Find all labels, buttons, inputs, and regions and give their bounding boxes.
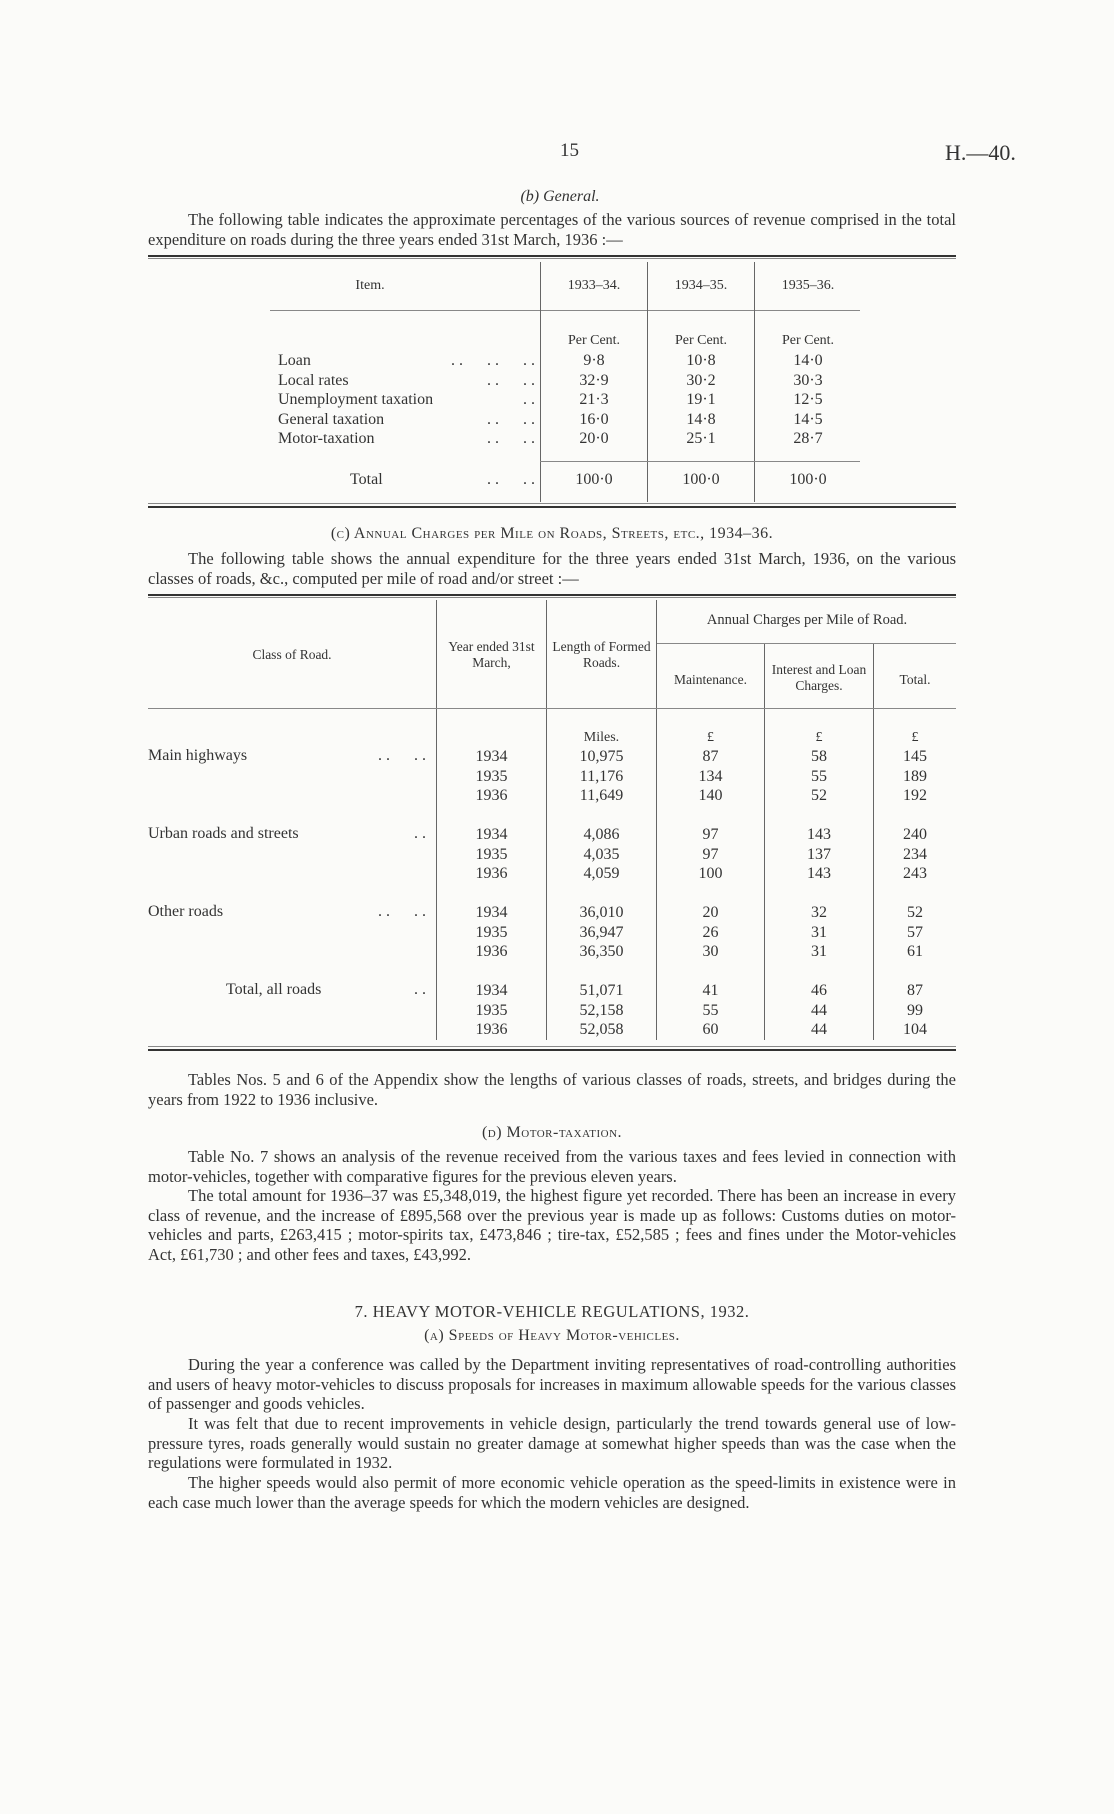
section-b-heading [160,188,960,206]
table-row-group [148,747,956,807]
section-b-heading-text: (b) General. [520,188,600,205]
table-row [270,372,870,392]
total-cells: 240 234 243 [903,826,927,882]
section-d-para-1: Table No. 7 shows an analysis of the revenue received from the various taxes and fees levied in connection with motor-vehicles, together with comparative figures for the previous eleven years. [148,1147,956,1186]
table-row-group [148,825,956,885]
section-7-para-2: It was felt that due to recent improvements in vehicle design, particularly the trend towards general use of low-pressure tyres, roads generally would sustain no greater damage at somewhat higher speeds than was the case when the regulations were formulated in 1932. [148,1414,956,1472]
leader-dots: . . . . [378,903,426,920]
cell-value: 30·3 [793,371,823,389]
section-c-heading: (c) Annual Charges per Mile on Roads, Streets, etc., 1934–36. [330,525,774,542]
col-divider [656,600,657,1040]
table-row [270,391,870,411]
table-header-rule [148,708,956,709]
col-header-year: Year ended 31st March, [448,639,535,670]
leader-dots: . . [414,981,426,998]
section-7-subheading: (a) Speeds of Heavy Motor-vehicles. [424,1327,680,1344]
table-top-rule-2 [148,258,956,259]
row-item: General taxation [278,410,385,428]
section-7-title: 7. HEAVY MOTOR-VEHICLE REGULATIONS, 1932. [354,1302,750,1321]
table-bottom-rule-2 [148,506,956,508]
maintenance-cells: 20 26 30 [702,904,719,960]
table-top-rule [148,255,956,257]
unit-pound: £ [707,730,714,745]
length-cells: 10,975 11,176 11,649 [579,748,624,804]
table-bottom-rule [148,1046,956,1047]
year-cells: 1934 1935 1936 [475,826,508,882]
table-total-group [148,981,956,1041]
total-value: 100·0 [789,471,827,488]
table-top-rule-2 [148,597,956,598]
table-header-rule [270,310,860,311]
table-bottom-rule [148,503,956,504]
length-cells: 51,071 52,158 52,058 [579,982,624,1038]
total-cells: 87 99 104 [903,982,927,1038]
interest-cells: 143 137 143 [807,826,831,882]
cell-value: 21·3 [579,391,609,408]
cell-value: 32·9 [579,371,609,389]
col-header-group: Annual Charges per Mile of Road. [706,612,908,628]
table-row [270,430,870,450]
unit-label: Per Cent. [674,333,728,348]
road-class: Total, all roads [226,981,322,998]
cell-value: 28·7 [793,430,823,447]
table-bottom-rule-2 [148,1049,956,1051]
col-header-length: Length of Formed Roads. [552,639,651,670]
col-header-item: Item. [355,278,385,293]
unit-label: Per Cent. [567,333,621,348]
maintenance-cells: 41 55 60 [702,982,719,1038]
section-b-intro: The following table indicates the approximate percentages of the various sources of revenue comprised in the total expenditure on roads during the three years ended 31st March, 1936 :— [148,210,956,249]
road-class: Urban roads and streets [148,825,299,842]
section-7-para-3: The higher speeds would also permit of more economic vehicle operation as the speed-limits in existence were in each case much lower than the average speeds for which the modern vehicles are designed. [148,1473,956,1512]
interest-cells: 46 44 44 [811,982,827,1038]
interest-cells: 58 55 52 [811,748,827,804]
unit-label: Per Cent. [781,333,835,348]
year-cells: 1934 1935 1936 [475,982,508,1038]
unit-miles: Miles. [583,730,620,745]
total-value: 100·0 [682,471,720,488]
unit-pound: £ [911,730,919,745]
cell-value: 9·8 [583,352,605,369]
year-cells: 1934 1935 1936 [475,748,508,804]
row-item: Unemployment taxation [278,391,434,408]
road-class: Other roads [148,903,224,920]
leader-dots: . . . . [487,371,535,389]
year-cells: 1934 1935 1936 [475,904,508,960]
cell-value: 20·0 [579,430,609,447]
length-cells: 4,086 4,035 4,059 [583,826,620,882]
interest-cells: 32 31 31 [811,904,827,960]
col-header-1934-35: 1934–35. [674,278,728,293]
row-item: Motor-taxation [278,430,375,447]
table-row-group [148,903,956,963]
maintenance-cells: 87 134 140 [698,748,723,804]
section-c-intro: The following table shows the annual expenditure for the three years ended 31st March, 1936, on the various classes of roads, &c., computed per mile of road and/or street :— [148,549,956,588]
section-d-heading: (d) Motor-taxation. [481,1124,623,1141]
total-cells: 52 57 61 [907,904,923,960]
length-cells: 36,010 36,947 36,350 [579,904,624,960]
cell-value: 14·8 [686,410,716,428]
group-header-rule [657,643,956,644]
unit-pound: £ [815,730,823,745]
row-item: Local rates [278,371,349,389]
document-reference: H.—40. [945,140,1016,165]
cell-value: 14·5 [793,410,823,428]
page-number: 15 [560,140,579,161]
leader-dots: . . . . [487,430,535,447]
table-top-rule [148,594,956,596]
col-header-1935-36: 1935–36. [781,278,835,293]
leader-dots: . . . . . . [451,352,535,369]
cell-value: 19·1 [686,391,716,408]
table-total-row [270,471,870,491]
total-value: 100·0 [575,471,613,488]
col-header-maintenance: Maintenance. [673,672,748,687]
cell-value: 10·8 [686,352,716,369]
cell-value: 16·0 [579,410,609,428]
total-rule [540,461,860,462]
leader-dots: . . [523,391,535,408]
total-label: Total [350,471,383,488]
col-header-interest: Interest and Loan Charges. [771,662,867,693]
table-body [270,352,870,450]
cell-value: 12·5 [793,391,823,408]
leader-dots: . . . . [378,747,426,764]
appendix-note: Tables Nos. 5 and 6 of the Appendix show the lengths of various classes of roads, streets, and bridges during the years from 1922 to 1936 inclusive. [148,1070,956,1109]
maintenance-cells: 97 97 100 [698,826,723,882]
table-row [270,352,870,372]
cell-value: 30·2 [686,371,716,389]
col-header-total: Total. [899,672,931,687]
leader-dots: . . . . [487,410,535,428]
cell-value: 14·0 [793,352,823,369]
leader-dots: . . [414,825,426,842]
leader-dots: . . . . [487,471,535,488]
cell-value: 25·1 [686,430,716,447]
col-header-class: Class of Road. [252,647,332,662]
row-item: Loan [278,352,311,369]
road-class: Main highways [148,747,248,764]
section-7-para-1: During the year a conference was called by the Department inviting representatives of road-controlling authorities and users of heavy motor-vehicles to discuss proposals for increases in maximum allowable speeds for the various classes of passenger and goods vehicles. [148,1355,956,1413]
col-header-1933-34: 1933–34. [567,278,621,293]
total-cells: 145 189 192 [903,748,927,804]
table-row [270,411,870,431]
section-d-para-2: The total amount for 1936–37 was £5,348,019, the highest figure yet recorded. There has been an increase in every class of revenue, and the increase of £895,568 over the previous year is made up as follows: Customs duties on motor-vehicles and parts, £263,415 ; motor-spirits tax, £473,846 ; tire-tax, £52,585 ; fees and fines under the Motor-vehicles Act, £61,730 ; and other fees and taxes, £43,992. [148,1186,956,1264]
